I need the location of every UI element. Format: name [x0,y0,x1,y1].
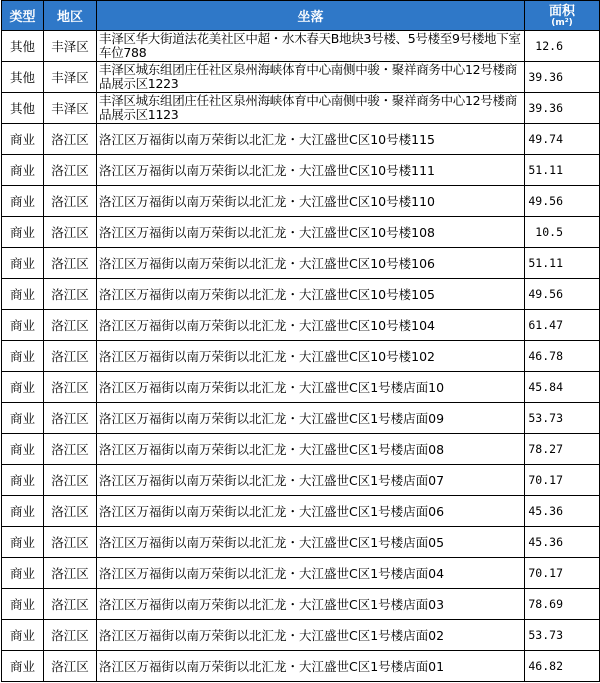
cell-location: 洛江区万福街以南万荣街以北汇龙・大江盛世C区1号楼店面02 [97,620,525,651]
header-location: 坐落 [97,1,525,31]
cell-area: 61.47 [525,310,600,341]
cell-type: 商业 [2,465,44,496]
table-row [2,155,600,186]
cell-location: 洛江区万福街以南万荣街以北汇龙・大江盛世C区1号楼店面06 [97,496,525,527]
table-row [2,465,600,496]
header-district: 地区 [44,1,97,31]
cell-type: 其他 [2,31,44,62]
cell-area: 46.78 [525,341,600,372]
table-row [2,341,600,372]
cell-district: 洛江区 [44,527,97,558]
cell-area: 39.36 [525,93,600,124]
cell-location: 洛江区万福街以南万荣街以北汇龙・大江盛世C区1号楼店面03 [97,589,525,620]
cell-type: 商业 [2,620,44,651]
cell-district: 丰泽区 [44,31,97,62]
cell-district: 洛江区 [44,589,97,620]
cell-type: 商业 [2,527,44,558]
cell-district: 洛江区 [44,620,97,651]
cell-district: 洛江区 [44,496,97,527]
table-body [2,31,600,682]
cell-district: 洛江区 [44,155,97,186]
property-table [1,0,600,682]
cell-location: 洛江区万福街以南万荣街以北汇龙・大江盛世C区1号楼店面10 [97,372,525,403]
table-row [2,186,600,217]
cell-district: 洛江区 [44,434,97,465]
header-area-unit: (m²) [551,18,573,26]
cell-area: 49.56 [525,186,600,217]
table-row [2,93,600,124]
cell-district: 洛江区 [44,124,97,155]
cell-type: 商业 [2,341,44,372]
table-row [2,372,600,403]
cell-location: 洛江区万福街以南万荣街以北汇龙・大江盛世C区1号楼店面01 [97,651,525,682]
table-row [2,589,600,620]
cell-location: 洛江区万福街以南万荣街以北汇龙・大江盛世C区10号楼104 [97,310,525,341]
cell-type: 商业 [2,248,44,279]
cell-type: 其他 [2,93,44,124]
cell-area: 51.11 [525,248,600,279]
table-row [2,124,600,155]
cell-type: 商业 [2,434,44,465]
cell-area: 53.73 [525,620,600,651]
cell-location: 洛江区万福街以南万荣街以北汇龙・大江盛世C区10号楼111 [97,155,525,186]
header-area [525,1,600,31]
cell-location: 丰泽区城东组团庄任社区泉州海峡体育中心南侧中骏・聚祥商务中心12号楼商品展示区1223 [97,62,525,93]
cell-location: 洛江区万福街以南万荣街以北汇龙・大江盛世C区10号楼106 [97,248,525,279]
cell-district: 洛江区 [44,372,97,403]
cell-location: 丰泽区华大街道法花美社区中超・水木春天B地块3号楼、5号楼至9号楼地下室车位788 [97,31,525,62]
cell-area: 53.73 [525,403,600,434]
cell-type: 商业 [2,310,44,341]
table-row [2,558,600,589]
cell-location: 洛江区万福街以南万荣街以北汇龙・大江盛世C区1号楼店面08 [97,434,525,465]
table-header-row [2,1,600,31]
cell-area: 39.36 [525,62,600,93]
table-row [2,279,600,310]
cell-district: 洛江区 [44,248,97,279]
cell-type: 商业 [2,496,44,527]
cell-district: 丰泽区 [44,93,97,124]
cell-district: 洛江区 [44,558,97,589]
cell-location: 洛江区万福街以南万荣街以北汇龙・大江盛世C区1号楼店面04 [97,558,525,589]
cell-area: 12.6 [525,31,600,62]
table-row [2,248,600,279]
cell-location: 洛江区万福街以南万荣街以北汇龙・大江盛世C区10号楼108 [97,217,525,248]
table-row [2,527,600,558]
table-row [2,310,600,341]
cell-type: 商业 [2,403,44,434]
cell-area: 10.5 [525,217,600,248]
cell-type: 商业 [2,372,44,403]
table-row [2,62,600,93]
cell-location: 丰泽区城东组团庄任社区泉州海峡体育中心南侧中骏・聚祥商务中心12号楼商品展示区1123 [97,93,525,124]
cell-location: 洛江区万福街以南万荣街以北汇龙・大江盛世C区10号楼102 [97,341,525,372]
cell-district: 洛江区 [44,651,97,682]
cell-district: 洛江区 [44,279,97,310]
table-row [2,651,600,682]
cell-type: 商业 [2,651,44,682]
table-row [2,620,600,651]
cell-location: 洛江区万福街以南万荣街以北汇龙・大江盛世C区10号楼105 [97,279,525,310]
cell-area: 45.36 [525,527,600,558]
cell-area: 49.56 [525,279,600,310]
cell-area: 70.17 [525,465,600,496]
cell-type: 商业 [2,558,44,589]
cell-area: 45.84 [525,372,600,403]
cell-type: 商业 [2,217,44,248]
cell-district: 洛江区 [44,403,97,434]
table-row [2,31,600,62]
cell-district: 洛江区 [44,341,97,372]
header-type: 类型 [2,1,44,31]
cell-location: 洛江区万福街以南万荣街以北汇龙・大江盛世C区1号楼店面05 [97,527,525,558]
cell-district: 洛江区 [44,217,97,248]
cell-district: 洛江区 [44,465,97,496]
cell-location: 洛江区万福街以南万荣街以北汇龙・大江盛世C区10号楼115 [97,124,525,155]
cell-area: 78.69 [525,589,600,620]
cell-location: 洛江区万福街以南万荣街以北汇龙・大江盛世C区10号楼110 [97,186,525,217]
cell-area: 46.82 [525,651,600,682]
cell-type: 商业 [2,589,44,620]
cell-area: 51.11 [525,155,600,186]
table-row [2,403,600,434]
cell-area: 49.74 [525,124,600,155]
cell-district: 洛江区 [44,186,97,217]
table-row [2,217,600,248]
cell-district: 丰泽区 [44,62,97,93]
cell-district: 洛江区 [44,310,97,341]
table-row [2,434,600,465]
cell-location: 洛江区万福街以南万荣街以北汇龙・大江盛世C区1号楼店面07 [97,465,525,496]
table-row [2,496,600,527]
cell-area: 70.17 [525,558,600,589]
cell-type: 商业 [2,186,44,217]
cell-area: 78.27 [525,434,600,465]
header-area-label: 面积 [548,4,575,19]
cell-area: 45.36 [525,496,600,527]
cell-type: 商业 [2,279,44,310]
cell-location: 洛江区万福街以南万荣街以北汇龙・大江盛世C区1号楼店面09 [97,403,525,434]
cell-type: 商业 [2,124,44,155]
cell-type: 其他 [2,62,44,93]
cell-type: 商业 [2,155,44,186]
